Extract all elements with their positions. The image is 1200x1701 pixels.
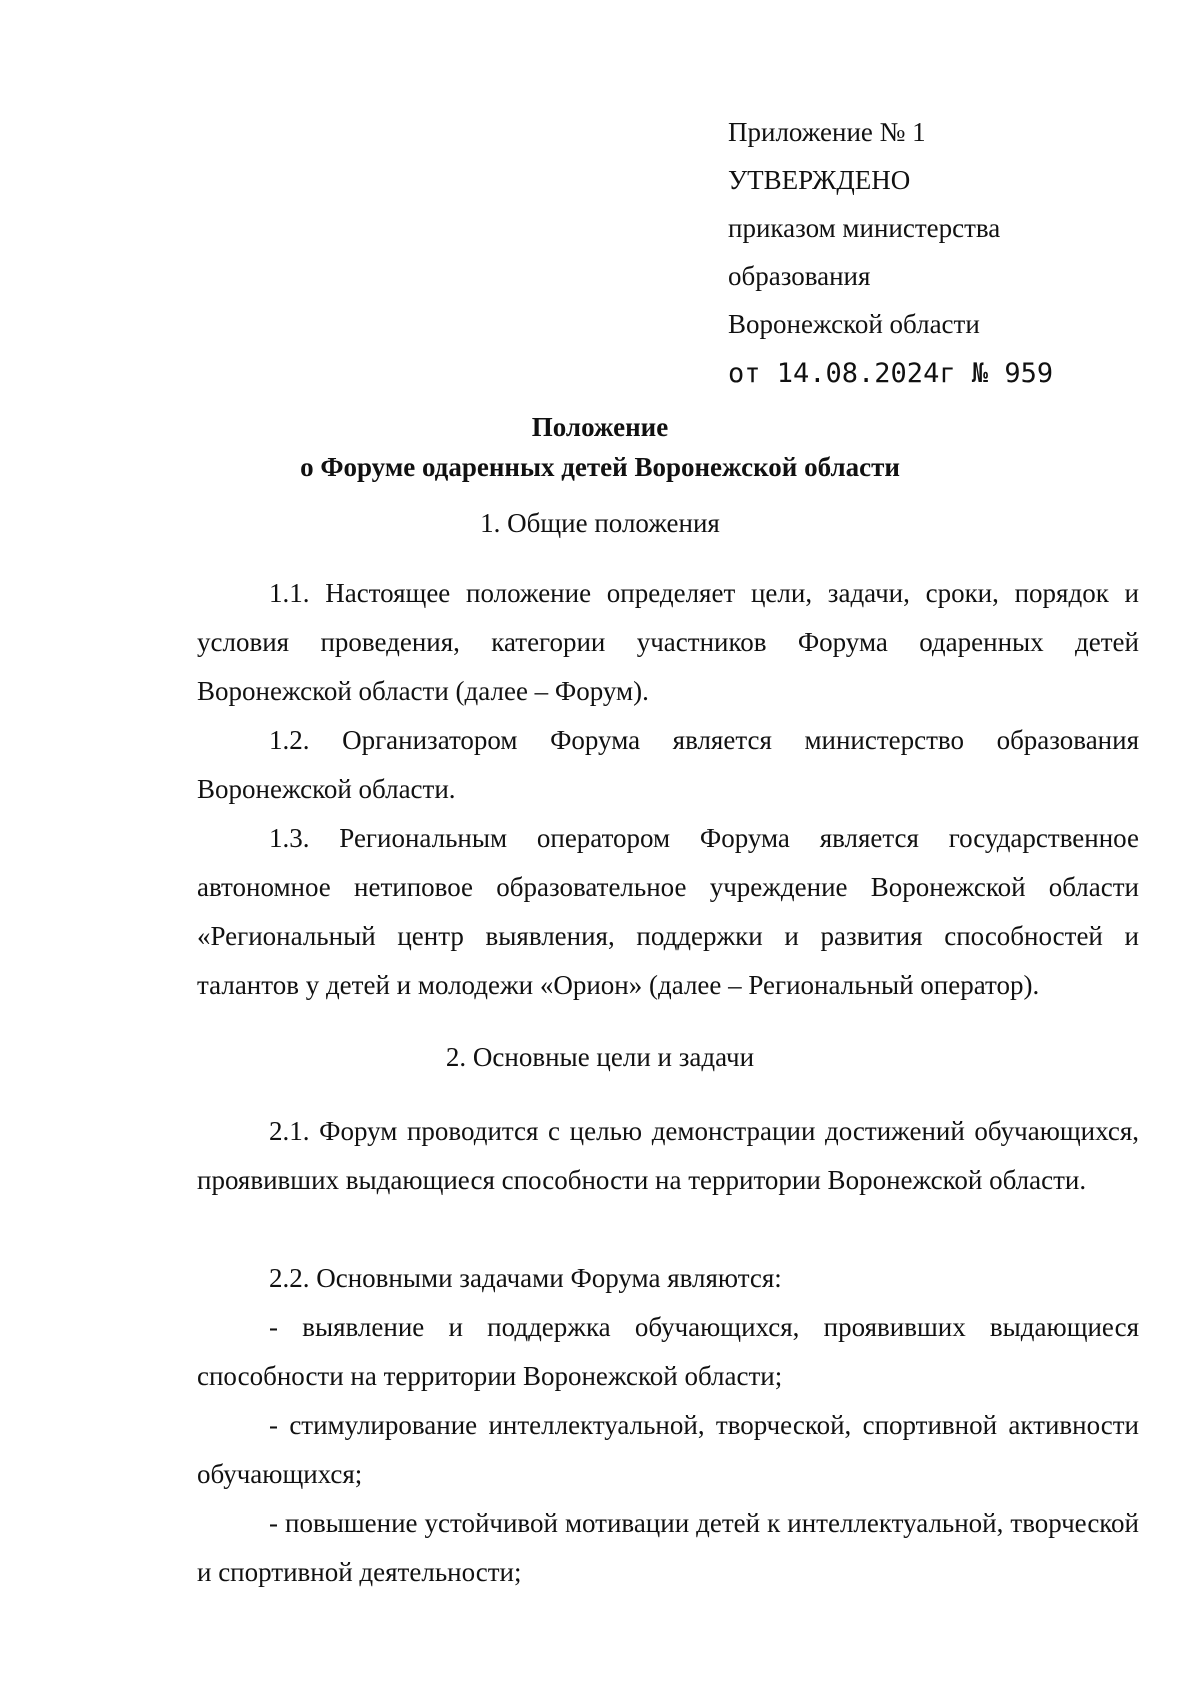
section-1-heading: 1. Общие положения <box>480 508 720 538</box>
approval-order-line: приказом министерства <box>728 213 1001 243</box>
paragraph-1-1: 1.1. Настоящее положение определяет цели, задачи, сроки, порядок и условия проведения, категории участников Форума одаренных детей Воронежской области (далее – Форум). <box>197 578 1139 706</box>
section-2-heading: 2. Основные цели и задачи <box>445 1042 755 1072</box>
paragraph-2-2: 2.2. Основными задачами Форума являются: <box>269 1263 782 1293</box>
bullet-3: - повышение устойчивой мотивации детей к интеллектуальной, творческой и спортивной деятельности; <box>197 1508 1139 1587</box>
approved-label: УТВЕРЖДЕНО <box>728 165 911 195</box>
bullet-2: - стимулирование интеллектуальной, творческой, спортивной активности обучающихся; <box>197 1410 1139 1489</box>
approval-region-line: Воронежской области <box>728 309 980 339</box>
order-date-number: от 14.08.2024г № 959 <box>728 358 1054 389</box>
title-line-2: о Форуме одаренных детей Воронежской области <box>300 452 900 482</box>
title-line-1: Положение <box>531 412 669 442</box>
appendix-number: Приложение № 1 <box>728 117 926 147</box>
document-title <box>0 407 1200 487</box>
paragraph-1-2: 1.2. Организатором Форума является министерство образования Воронежской области. <box>197 725 1139 804</box>
approval-block <box>728 108 1053 398</box>
paragraph-2-1: 2.1. Форум проводится с целью демонстрации достижений обучающихся, проявивших выдающиеся способности на территории Воронежской области. <box>197 1116 1139 1195</box>
bullet-1: - выявление и поддержка обучающихся, проявивших выдающиеся способности на территории Воронежской области; <box>197 1312 1139 1391</box>
approval-ministry-line: образования <box>728 261 871 291</box>
paragraph-1-3: 1.3. Региональным оператором Форума является государственное автономное нетиповое образовательное учреждение Воронежской области «Региональный центр выявления, поддержки и развития способностей и талантов у детей и молодежи «Орион» (далее – Региональный оператор). <box>197 823 1139 1000</box>
